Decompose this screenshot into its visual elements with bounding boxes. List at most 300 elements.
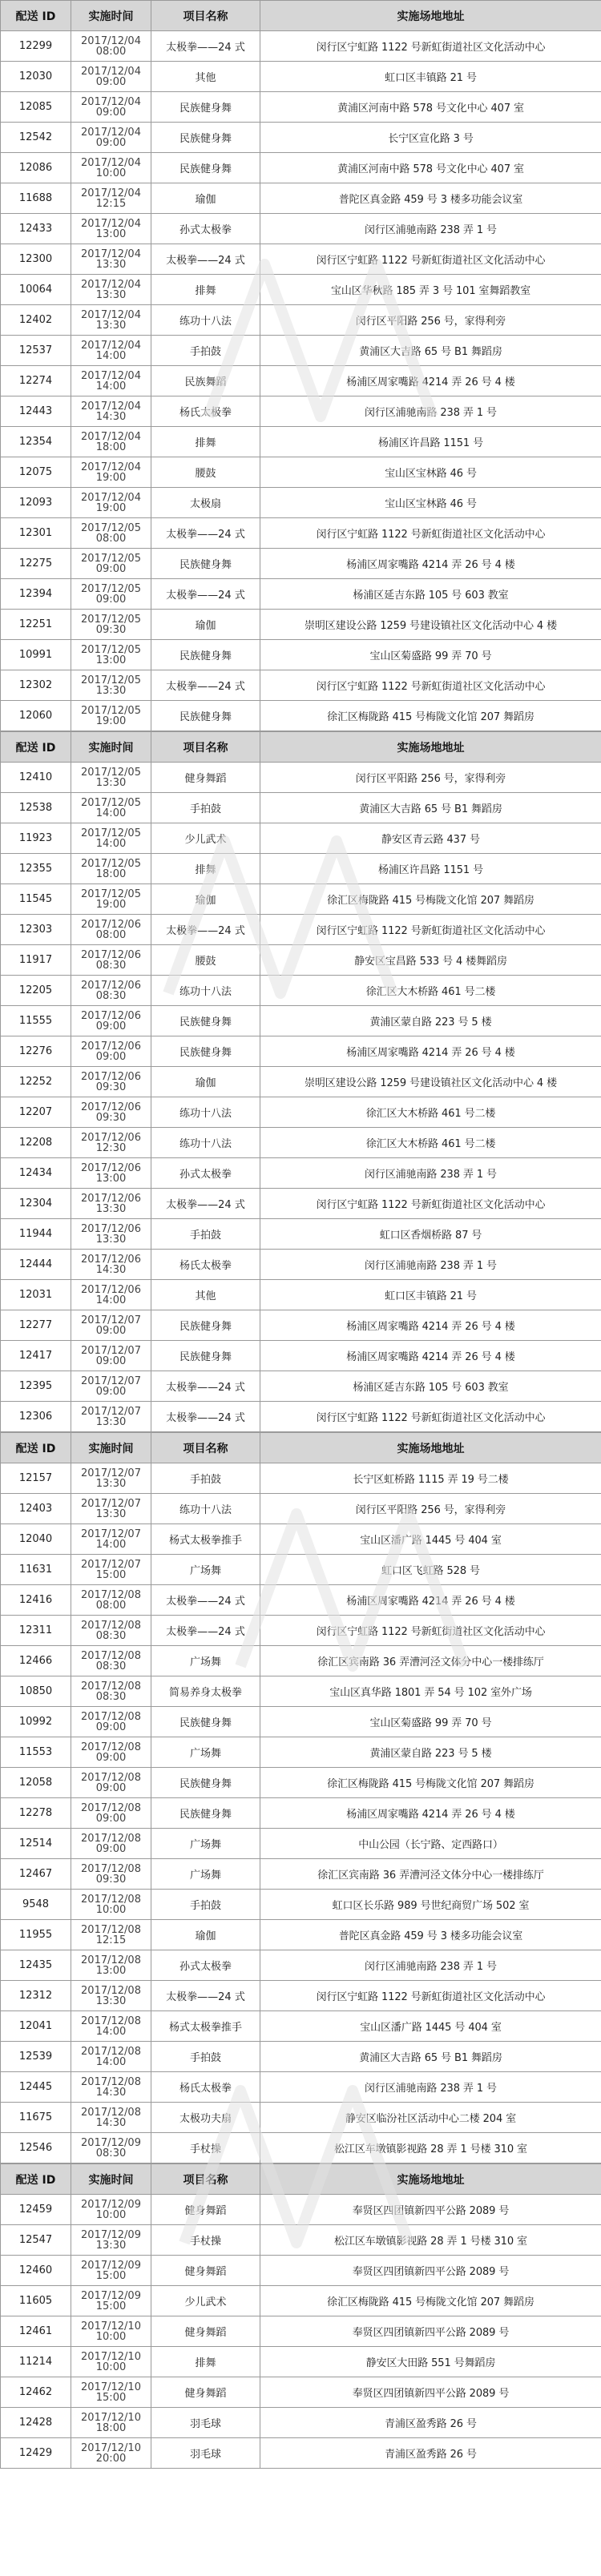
project-name: 手拍鼓 — [151, 1463, 260, 1494]
date-cell — [71, 1310, 151, 1341]
venue-address: 黄浦区大吉路 65 号 B1 舞蹈房 — [260, 336, 601, 366]
delivery-id: 11688 — [1, 183, 71, 214]
table-row — [1, 1555, 601, 1585]
project-name: 手拍鼓 — [151, 1219, 260, 1250]
time-value: 09:30 — [95, 623, 127, 636]
date-cell — [71, 2286, 151, 2316]
time-value: 14:00 — [95, 837, 127, 850]
time-value: 13:30 — [95, 1994, 127, 2007]
venue-address: 杨浦区周家嘴路 4214 弄 26 号 4 楼 — [260, 1798, 601, 1829]
delivery-id: 12040 — [1, 1524, 71, 1555]
time-value: 09:30 — [95, 1111, 127, 1124]
date-cell — [71, 2103, 151, 2133]
date-cell — [71, 457, 151, 488]
delivery-id: 12514 — [1, 1829, 71, 1859]
time-value: 08:30 — [95, 1629, 127, 1642]
venue-address: 青浦区盈秀路 26 号 — [260, 2408, 601, 2438]
project-name: 杨式太极拳推手 — [151, 2011, 260, 2042]
time-value: 15:00 — [95, 2391, 127, 2404]
time-value: 13:00 — [95, 227, 127, 240]
delivery-id: 12546 — [1, 2133, 71, 2163]
project-name: 民族健身舞 — [151, 92, 260, 123]
delivery-id: 12060 — [1, 701, 71, 731]
date-cell — [71, 1859, 151, 1890]
venue-address: 青浦区盈秀路 26 号 — [260, 2438, 601, 2469]
table-row — [1, 579, 601, 610]
venue-address: 静安区青云路 437 号 — [260, 823, 601, 854]
schedule-table — [0, 0, 601, 731]
delivery-id: 12276 — [1, 1036, 71, 1067]
date-cell — [71, 1128, 151, 1158]
venue-address: 崇明区建设公路 1259 号建设镇社区文化活动中心 4 楼 — [260, 610, 601, 640]
venue-address: 闵行区宁虹路 1122 号新虹街道社区文化活动中心 — [260, 244, 601, 275]
schedule-table — [0, 2163, 601, 2469]
table-row — [1, 1280, 601, 1310]
time-value: 19:00 — [95, 898, 127, 911]
table-row — [1, 610, 601, 640]
venue-address: 宝山区菊盛路 99 弄 70 号 — [260, 640, 601, 670]
delivery-id: 12207 — [1, 1097, 71, 1128]
time-value: 13:30 — [95, 319, 127, 332]
date-value: 2017/12/07 — [81, 1375, 141, 1387]
venue-address: 徐汇区梅陇路 415 号梅陇文化馆 207 舞蹈房 — [260, 701, 601, 731]
project-name: 民族健身舞 — [151, 1310, 260, 1341]
project-name: 腰鼓 — [151, 457, 260, 488]
time-value: 13:00 — [95, 1964, 127, 1977]
project-name: 太极拳——24 式 — [151, 1189, 260, 1219]
time-value: 14:00 — [95, 807, 127, 819]
table-row — [1, 2195, 601, 2225]
table-row — [1, 1768, 601, 1798]
project-name: 排舞 — [151, 275, 260, 305]
project-name: 民族健身舞 — [151, 1006, 260, 1036]
table-row — [1, 640, 601, 670]
time-value: 13:30 — [95, 1233, 127, 1246]
date-cell — [71, 92, 151, 123]
date-cell — [71, 2072, 151, 2103]
table-row — [1, 1676, 601, 1707]
venue-address: 徐汇区宾南路 36 弄漕河泾文体分中心一楼排练厅 — [260, 1859, 601, 1890]
date-cell — [71, 976, 151, 1006]
delivery-id: 11555 — [1, 1006, 71, 1036]
venue-address: 闵行区宁虹路 1122 号新虹街道社区文化活动中心 — [260, 915, 601, 945]
delivery-id: 12539 — [1, 2042, 71, 2072]
delivery-id: 12275 — [1, 549, 71, 579]
date-value: 2017/12/08 — [81, 1619, 141, 1632]
venue-address: 松江区车墩镇影视路 28 弄 1 号楼 310 室 — [260, 2225, 601, 2256]
header-date: 实施时间 — [71, 732, 151, 763]
table-row — [1, 1920, 601, 1950]
table-row — [1, 1310, 601, 1341]
time-value: 15:00 — [95, 1568, 127, 1581]
table-row — [1, 701, 601, 731]
venue-address: 松江区车墩镇影视路 28 弄 1 号楼 310 室 — [260, 2133, 601, 2163]
delivery-id: 11923 — [1, 823, 71, 854]
time-value: 08:00 — [95, 928, 127, 941]
project-name: 孙式太极拳 — [151, 1950, 260, 1981]
project-name: 瑜伽 — [151, 884, 260, 915]
time-value: 10:00 — [95, 167, 127, 179]
venue-address: 杨浦区周家嘴路 4214 弄 26 号 4 楼 — [260, 1341, 601, 1371]
project-name: 健身舞蹈 — [151, 763, 260, 793]
table-row — [1, 1890, 601, 1920]
date-value: 2017/12/08 — [81, 2075, 141, 2088]
date-cell — [71, 1524, 151, 1555]
date-value: 2017/12/06 — [81, 1253, 141, 1266]
time-value: 13:30 — [95, 684, 127, 697]
date-value: 2017/12/04 — [81, 156, 141, 169]
venue-address: 黄浦区大吉路 65 号 B1 舞蹈房 — [260, 2042, 601, 2072]
date-value: 2017/12/09 — [81, 2228, 141, 2241]
table-row — [1, 1798, 601, 1829]
venue-address: 杨浦区周家嘴路 4214 弄 26 号 4 楼 — [260, 1310, 601, 1341]
delivery-id: 12402 — [1, 305, 71, 336]
table-row — [1, 2072, 601, 2103]
venue-address: 闵行区宁虹路 1122 号新虹街道社区文化活动中心 — [260, 518, 601, 549]
project-name: 练功十八法 — [151, 1494, 260, 1524]
date-value: 2017/12/08 — [81, 1588, 141, 1601]
date-value: 2017/12/05 — [81, 888, 141, 900]
table-row — [1, 1585, 601, 1616]
venue-address: 杨浦区延吉东路 105 号 603 教室 — [260, 579, 601, 610]
venue-address: 徐汇区宾南路 36 弄漕河泾文体分中心一楼排练厅 — [260, 1646, 601, 1676]
delivery-id: 11955 — [1, 1920, 71, 1950]
time-value: 15:00 — [95, 2300, 127, 2312]
delivery-id: 12467 — [1, 1859, 71, 1890]
time-value: 12:15 — [95, 197, 127, 210]
time-value: 09:00 — [95, 1050, 127, 1063]
date-value: 2017/12/10 — [81, 2411, 141, 2424]
time-value: 19:00 — [95, 471, 127, 484]
table-row — [1, 305, 601, 336]
date-value: 2017/12/06 — [81, 1131, 141, 1144]
date-cell — [71, 1067, 151, 1097]
venue-address: 宝山区潘广路 1445 号 404 室 — [260, 1524, 601, 1555]
venue-address: 徐汇区大木桥路 461 号二楼 — [260, 1128, 601, 1158]
date-cell — [71, 2225, 151, 2256]
date-value: 2017/12/05 — [81, 827, 141, 839]
delivery-id: 11553 — [1, 1737, 71, 1768]
date-cell — [71, 2316, 151, 2347]
project-name: 瑜伽 — [151, 1067, 260, 1097]
date-value: 2017/12/05 — [81, 796, 141, 809]
time-value: 13:30 — [95, 1477, 127, 1490]
date-cell — [71, 1676, 151, 1707]
date-cell — [71, 793, 151, 823]
date-cell — [71, 427, 151, 457]
project-name: 排舞 — [151, 2347, 260, 2377]
date-value: 2017/12/08 — [81, 1801, 141, 1814]
delivery-id: 12086 — [1, 153, 71, 183]
date-cell — [71, 1585, 151, 1616]
date-value: 2017/12/09 — [81, 2259, 141, 2272]
delivery-id: 12542 — [1, 123, 71, 153]
project-name: 太极拳——24 式 — [151, 1402, 260, 1432]
delivery-id: 11917 — [1, 945, 71, 976]
date-value: 2017/12/06 — [81, 1283, 141, 1296]
date-cell — [71, 1189, 151, 1219]
venue-address: 长宁区宣化路 3 号 — [260, 123, 601, 153]
project-name: 广场舞 — [151, 1737, 260, 1768]
table-row — [1, 2103, 601, 2133]
date-value: 2017/12/08 — [81, 1832, 141, 1845]
date-cell — [71, 915, 151, 945]
table-row — [1, 763, 601, 793]
venue-address: 静安区宝昌路 533 号 4 楼舞蹈房 — [260, 945, 601, 976]
project-name: 练功十八法 — [151, 305, 260, 336]
table-row — [1, 366, 601, 396]
date-value: 2017/12/08 — [81, 1984, 141, 1997]
date-cell — [71, 305, 151, 336]
time-value: 09:00 — [95, 1020, 127, 1032]
delivery-id: 12443 — [1, 396, 71, 427]
delivery-id: 11631 — [1, 1555, 71, 1585]
project-name: 民族健身舞 — [151, 1768, 260, 1798]
date-value: 2017/12/04 — [81, 34, 141, 47]
project-name: 手杖操 — [151, 2225, 260, 2256]
delivery-id: 12299 — [1, 31, 71, 62]
table-row — [1, 457, 601, 488]
project-name: 民族健身舞 — [151, 1036, 260, 1067]
date-value: 2017/12/08 — [81, 1710, 141, 1723]
project-name: 瑜伽 — [151, 1920, 260, 1950]
time-value: 08:00 — [95, 1599, 127, 1612]
table-row — [1, 1646, 601, 1676]
date-value: 2017/12/04 — [81, 248, 141, 260]
date-cell — [71, 1707, 151, 1737]
table-row — [1, 1097, 601, 1128]
venue-address: 宝山区真华路 1801 弄 54 号 102 室外广场 — [260, 1676, 601, 1707]
table-row — [1, 1341, 601, 1371]
date-value: 2017/12/06 — [81, 948, 141, 961]
delivery-id: 12041 — [1, 2011, 71, 2042]
delivery-id: 12208 — [1, 1128, 71, 1158]
table-row — [1, 1494, 601, 1524]
delivery-id: 12075 — [1, 457, 71, 488]
project-name: 羽毛球 — [151, 2438, 260, 2469]
venue-address: 闵行区宁虹路 1122 号新虹街道社区文化活动中心 — [260, 1616, 601, 1646]
delivery-id: 12435 — [1, 1950, 71, 1981]
delivery-id: 12429 — [1, 2438, 71, 2469]
venue-address: 宝山区菊盛路 99 弄 70 号 — [260, 1707, 601, 1737]
date-value: 2017/12/10 — [81, 2441, 141, 2454]
project-name: 太极拳——24 式 — [151, 915, 260, 945]
project-name: 太极拳——24 式 — [151, 31, 260, 62]
project-name: 民族健身舞 — [151, 123, 260, 153]
date-value: 2017/12/04 — [81, 217, 141, 230]
project-name: 健身舞蹈 — [151, 2195, 260, 2225]
table-row — [1, 336, 601, 366]
venue-address: 黄浦区河南中路 578 号文化中心 407 室 — [260, 92, 601, 123]
date-value: 2017/12/04 — [81, 126, 141, 139]
date-cell — [71, 670, 151, 701]
date-value: 2017/12/04 — [81, 491, 141, 504]
project-name: 腰鼓 — [151, 945, 260, 976]
time-value: 09:00 — [95, 75, 127, 88]
date-cell — [71, 1950, 151, 1981]
date-value: 2017/12/06 — [81, 1161, 141, 1174]
delivery-id: 11545 — [1, 884, 71, 915]
header-address: 实施场地地址 — [260, 732, 601, 763]
date-cell — [71, 1371, 151, 1402]
date-value: 2017/12/04 — [81, 430, 141, 443]
header-id: 配送 ID — [1, 732, 71, 763]
date-cell — [71, 579, 151, 610]
table-row — [1, 854, 601, 884]
date-cell — [71, 62, 151, 92]
date-cell — [71, 1158, 151, 1189]
project-name: 手拍鼓 — [151, 336, 260, 366]
table-row — [1, 1250, 601, 1280]
project-name: 太极拳——24 式 — [151, 244, 260, 275]
project-name: 手拍鼓 — [151, 793, 260, 823]
delivery-id: 10992 — [1, 1707, 71, 1737]
delivery-id: 12277 — [1, 1310, 71, 1341]
table-row — [1, 915, 601, 945]
project-name: 其他 — [151, 62, 260, 92]
venue-address: 虹口区丰镇路 21 号 — [260, 1280, 601, 1310]
delivery-id: 12300 — [1, 244, 71, 275]
header-row — [1, 2164, 601, 2195]
date-value: 2017/12/05 — [81, 704, 141, 717]
date-value: 2017/12/08 — [81, 2045, 141, 2058]
table-row — [1, 244, 601, 275]
project-name: 民族健身舞 — [151, 549, 260, 579]
date-cell — [71, 1097, 151, 1128]
date-cell — [71, 1555, 151, 1585]
venue-address: 普陀区真金路 459 号 3 楼多功能会议室 — [260, 1920, 601, 1950]
time-value: 08:30 — [95, 989, 127, 1002]
table-row — [1, 396, 601, 427]
table-row — [1, 793, 601, 823]
time-value: 08:30 — [95, 2147, 127, 2159]
table-row — [1, 1737, 601, 1768]
project-name: 太极拳——24 式 — [151, 670, 260, 701]
date-value: 2017/12/08 — [81, 1649, 141, 1662]
time-value: 08:30 — [95, 959, 127, 972]
project-name: 杨式太极拳推手 — [151, 1524, 260, 1555]
date-value: 2017/12/08 — [81, 1893, 141, 1906]
delivery-id: 12302 — [1, 670, 71, 701]
table-row — [1, 427, 601, 457]
delivery-id: 10991 — [1, 640, 71, 670]
venue-address: 杨浦区周家嘴路 4214 弄 26 号 4 楼 — [260, 549, 601, 579]
table-row — [1, 823, 601, 854]
table-row — [1, 2256, 601, 2286]
venue-address: 杨浦区周家嘴路 4214 弄 26 号 4 楼 — [260, 1036, 601, 1067]
date-cell — [71, 1737, 151, 1768]
date-cell — [71, 2377, 151, 2408]
table-row — [1, 1981, 601, 2011]
table-row — [1, 670, 601, 701]
project-name: 杨氏太极拳 — [151, 2072, 260, 2103]
venue-address: 黄浦区大吉路 65 号 B1 舞蹈房 — [260, 793, 601, 823]
venue-address: 杨浦区周家嘴路 4214 弄 26 号 4 楼 — [260, 1585, 601, 1616]
time-value: 09:30 — [95, 1873, 127, 1886]
venue-address: 宝山区宝林路 46 号 — [260, 457, 601, 488]
time-value: 14:00 — [95, 2025, 127, 2038]
time-value: 14:30 — [95, 2086, 127, 2099]
venue-address: 徐汇区梅陇路 415 号梅陇文化馆 207 舞蹈房 — [260, 884, 601, 915]
project-name: 太极扇 — [151, 488, 260, 518]
venue-address: 虹口区长乐路 989 号世纪商贸广场 502 室 — [260, 1890, 601, 1920]
date-cell — [71, 1402, 151, 1432]
date-value: 2017/12/05 — [81, 674, 141, 686]
table-row — [1, 2286, 601, 2316]
header-id: 配送 ID — [1, 1433, 71, 1463]
project-name: 排舞 — [151, 427, 260, 457]
header-id: 配送 ID — [1, 2164, 71, 2195]
date-cell — [71, 884, 151, 915]
project-name: 健身舞蹈 — [151, 2316, 260, 2347]
date-value: 2017/12/08 — [81, 1680, 141, 1693]
header-row — [1, 1433, 601, 1463]
venue-address: 杨浦区许昌路 1151 号 — [260, 854, 601, 884]
delivery-id: 12093 — [1, 488, 71, 518]
date-value: 2017/12/07 — [81, 1467, 141, 1479]
date-cell — [71, 123, 151, 153]
time-value: 09:30 — [95, 1081, 127, 1093]
venue-address: 徐汇区大木桥路 461 号二楼 — [260, 1097, 601, 1128]
table-row — [1, 1524, 601, 1555]
project-name: 民族舞蹈 — [151, 366, 260, 396]
project-name: 排舞 — [151, 854, 260, 884]
date-value: 2017/12/07 — [81, 1344, 141, 1357]
time-value: 10:00 — [95, 2330, 127, 2343]
time-value: 20:00 — [95, 2452, 127, 2465]
venue-address: 闵行区宁虹路 1122 号新虹街道社区文化活动中心 — [260, 670, 601, 701]
time-value: 14:00 — [95, 380, 127, 392]
venue-address: 奉贤区四团镇新四平公路 2089 号 — [260, 2377, 601, 2408]
venue-address: 闵行区浦驰南路 238 弄 1 号 — [260, 2072, 601, 2103]
time-value: 14:30 — [95, 410, 127, 423]
project-name: 瑜伽 — [151, 610, 260, 640]
delivery-id: 10064 — [1, 275, 71, 305]
date-value: 2017/12/05 — [81, 643, 141, 656]
project-name: 简易养身太极拳 — [151, 1676, 260, 1707]
table-row — [1, 488, 601, 518]
delivery-id: 12301 — [1, 518, 71, 549]
delivery-id: 12303 — [1, 915, 71, 945]
date-value: 2017/12/04 — [81, 278, 141, 291]
venue-address: 杨浦区周家嘴路 4214 弄 26 号 4 楼 — [260, 366, 601, 396]
project-name: 瑜伽 — [151, 183, 260, 214]
venue-address: 静安区临汾社区活动中心二楼 204 室 — [260, 2103, 601, 2133]
time-value: 09:00 — [95, 1812, 127, 1825]
project-name: 杨氏太极拳 — [151, 396, 260, 427]
project-name: 民族健身舞 — [151, 1798, 260, 1829]
date-cell — [71, 1798, 151, 1829]
project-name: 太极拳——24 式 — [151, 1616, 260, 1646]
date-value: 2017/12/09 — [81, 2289, 141, 2302]
date-cell — [71, 1036, 151, 1067]
date-value: 2017/12/08 — [81, 1954, 141, 1966]
date-cell — [71, 1890, 151, 1920]
header-date: 实施时间 — [71, 1, 151, 31]
delivery-id: 12462 — [1, 2377, 71, 2408]
table-row — [1, 976, 601, 1006]
date-cell — [71, 1006, 151, 1036]
date-cell — [71, 1219, 151, 1250]
date-cell — [71, 2408, 151, 2438]
venue-address: 长宁区虹桥路 1115 弄 19 号二楼 — [260, 1463, 601, 1494]
time-value: 13:30 — [95, 776, 127, 789]
delivery-id: 11944 — [1, 1219, 71, 1250]
venue-address: 闵行区平阳路 256 号，家得利旁 — [260, 1494, 601, 1524]
header-row — [1, 732, 601, 763]
date-cell — [71, 275, 151, 305]
date-cell — [71, 488, 151, 518]
